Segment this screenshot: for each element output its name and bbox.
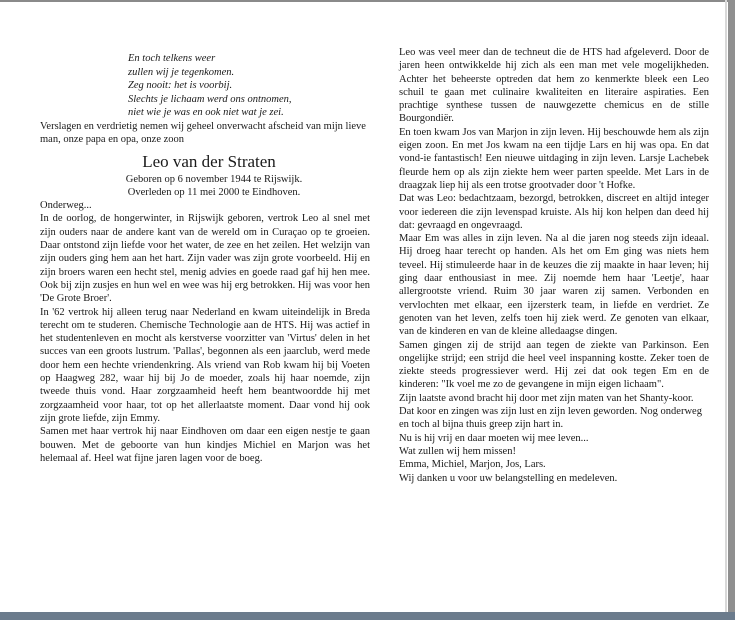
story-paragraph: In de oorlog, de hongerwinter, in Rijswijk geboren, vertrok Leo al snel met zijn ouders naar de andere kant van de wereld om in Curaçao op te groeien. Daar ontstond zijn liefde voor het water, de zee en het zeilen. Het welzijn van zijn ouders ging hem aan het hart. Zijn vader was zijn grote voorbeeld. Hij en zijn broers waren een hecht stel, menig advies en goede raad gaf hij hen mee. Ook bij zijn zusjes en hun wel en wee was hij erg betrokken. Hij was voor hen 'De Grote Broer'. [40,213,370,305]
poem-line: Slechts je lichaam werd ons ontnomen, [128,93,292,105]
left-column [40,8,370,465]
story-paragraph: Maar Em was alles in zijn leven. Na al die jaren nog steeds zijn ideaal. Hij droeg haar terecht op handen. Als het om Em ging was niets hem teveel. Hij stimuleerde haar in de keuzes die zij maakte in haar leven; hij ging daar enthousiast in mee. Zij noemde hem haar 'Leetje', haar allergrootste vriend. Ruim 30 jaar waren zij samen. Verbonden en vervlochten met elkaar, een ijzersterk team, in liefde en verdriet. Ze genoten van het leven, zelfs toen hij ziek werd. Ze genoten van elkaar, van de kinderen en van de kleine alledaagse dingen. [399,233,709,338]
story-paragraph: Zijn laatste avond bracht hij door met zijn maten van het Shanty-koor. Dat koor en zingen was zijn lust en zijn leven geworden. Nog onderweg en toch al bijna thuis greep zijn hart in. [399,392,702,431]
right-column [399,46,709,485]
story-paragraph: Leo was veel meer dan de techneut die de HTS had afgeleverd. Door de jaren heen ontwikkelde hij zich als een man met vele mogelijkheden. Achter het beheerste optreden dat hem zo kenmerkte bleek een Leo schuil te gaan met culinaire kwaliteiten en literaire aspiraties. Een prachtige synthese tussen de nauwgezette chemicus en de stille Bourgondiër. [399,47,709,125]
death-date: Overleden op 11 mei 2000 te Eindhoven. [127,186,301,198]
poem [128,52,370,120]
deceased-name: Leo van der Straten [142,151,276,171]
poem-line: zullen wij je tegenkomen. [128,66,235,78]
announcement-intro: Verslagen en verdrietig nemen wij geheel onverwacht afscheid van mijn lieve man, onze papa en opa, onze zoon [40,120,366,146]
story-paragraph: Dat was Leo: bedachtzaam, bezorgd, betrokken, discreet en altijd integer voor iedereen die zijn levenspad kruiste. Als hij kon helpen dan deed hij dat: gevraagd en ongevraagd. [399,193,709,231]
section-heading: Onderweg... [40,200,92,212]
page-bottom-edge [0,612,735,620]
story-paragraph: En toen kwam Jos van Marjon in zijn leven. Hij beschouwde hem als zijn eigen zoon. En met Jos kwam na een tijdje Lars en hij was opa. En dat vond-ie fantastisch! Een nieuwe uitdaging in zijn leven. Larsje Lachebek fleurde hem op als zijn ziekte hem weer parten speelde. Met Lars in de draagzak liep hij als een trotse grootvader door 't Hofke. [399,126,709,191]
story-paragraph: Samen met haar vertrok hij naar Eindhoven om daar een eigen nestje te gaan bouwen. Met de geboorte van hun kindjes Michiel en Marjon was het helemaal af. Heel wat fijne jaren lagen voor de boeg. [40,426,370,464]
thanks-line: Wij danken u voor uw belangstelling en medeleven. [399,472,618,484]
signatories: Emma, Michiel, Marjon, Jos, Lars. [399,459,546,471]
birth-date: Geboren op 6 november 1944 te Rijswijk. [125,173,303,185]
poem-line: Zeg nooit: het is voorbij. [128,80,233,92]
page-top-edge [0,0,735,2]
page-right-edge [728,0,735,620]
story-line: Nu is hij vrij en daar moeten wij mee leven... [399,432,589,444]
poem-line: niet wie je was en ook niet wat je zei. [128,107,284,119]
closing-line: Wat zullen wij hem missen! [399,445,516,457]
story-paragraph: Samen gingen zij de strijd aan tegen de ziekte van Parkinson. Een ongelijke strijd; een strijd die heel veel inspanning kostte. Zeker toen de ziekte steeds progressiever werd. Hij zei dat ook tegen Em en de kinderen: "Ik voel me zo de gevangene in mijn eigen lichaam". [399,339,709,391]
story-paragraph: In '62 vertrok hij alleen terug naar Nederland en kwam uiteindelijk in Breda terecht om te studeren. Chemische Technologie aan de HTS. Hij was actief in het studentenleven en mocht als kerstverse voorzitter van 'Virtus' delen in het succes van een groots lustrum. 'Pallas', begonnen als een jaarclub, werd mede door hem een hechte vriendenkring. Als vriend van Rob kwam hij bij Voeten op Haagweg 282, waar hij bij Jo de moeder, zoals hij haar noemde, zijn tweede thuis vond. Haar zorgzaamheid heeft hem beantwoordde hij met zorgzaamheid voor haar, tot op het allerlaatste moment. Daar vond hij ook zijn grote liefde, zijn Emmy. [40,306,370,424]
poem-line: En toch telkens weer [128,53,216,64]
page-right-edge-highlight [725,0,727,620]
